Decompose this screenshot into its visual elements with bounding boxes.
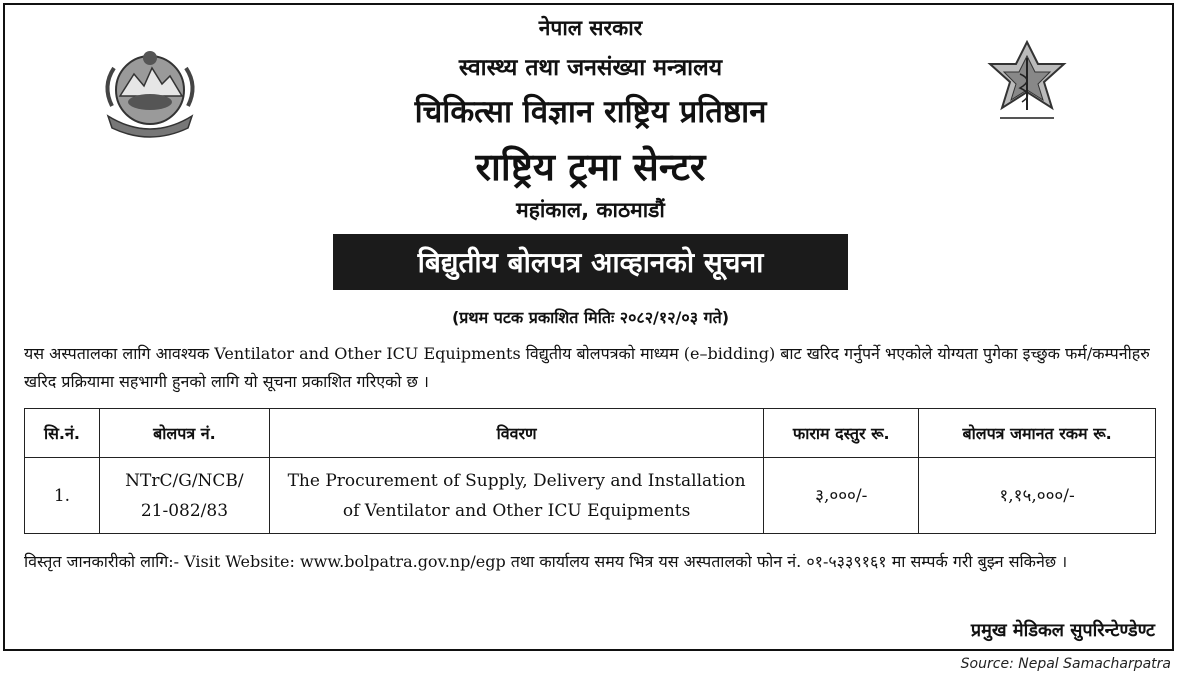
publish-date: (प्रथम पटक प्रकाशित मितिः २०८२/१२/०३ गते) xyxy=(451,308,730,327)
header-form-fee: फाराम दस्तुर रू. xyxy=(764,409,919,458)
intro-paragraph: यस अस्पतालका लागि आवश्यक Ventilator and Other ICU Equipments विद्युतीय बोलपत्रको माध्यम (e–bidding) बाट खरिद गर्नुपर्ने भएकोले योग्यता पुगेका इच्छुक फर्म/कम्पनीहरु खरिद प्रक्रियामा सहभागी हुनको लागि यो सूचना प्रकाशित गरिएको छ । xyxy=(24,344,1150,391)
header-bid-security: बोलपत्र जमानत रकम रू. xyxy=(919,409,1156,458)
signature: प्रमुख मेडिकल सुपरिन्टेण्डेण्ट xyxy=(970,620,1155,641)
cell-description xyxy=(269,458,763,534)
header-bid-no: बोलपत्र नं. xyxy=(99,409,269,458)
location: महांकाल, काठमाडौं xyxy=(516,198,665,222)
center-name: राष्ट्रिय ट्रमा सेन्टर xyxy=(475,145,706,189)
bid-no-line-1: NTrC/G/NCB/ xyxy=(125,470,244,491)
government-name: नेपाल सरकार xyxy=(538,16,643,40)
header-sn: सि.नं. xyxy=(25,409,100,458)
table-header-row xyxy=(25,409,1156,458)
bid-no-line-2: 21-082/83 xyxy=(140,500,229,521)
header-description: विवरण xyxy=(269,409,763,458)
table-row xyxy=(25,458,1156,534)
cell-sn: 1. xyxy=(25,458,100,534)
footer-paragraph: विस्तृत जानकारीको लागि:- Visit Website: www.bolpatra.gov.np/egp तथा कार्यालय समय भित्र यस अस्पतालको फोन नं. ०१-५३३९१६१ मा सम्पर्क गरी बुझ्न सकिनेछ । xyxy=(24,552,1068,571)
bid-table xyxy=(24,408,1156,534)
description-line-2: of Ventilator and Other ICU Equipments xyxy=(342,500,691,521)
cell-bid-no xyxy=(99,458,269,534)
description-line-1: The Procurement of Supply, Delivery and Installation xyxy=(287,470,746,491)
source-credit: Source: Nepal Samacharpatra xyxy=(960,656,1171,672)
cell-bid-security: १,१५,०००/- xyxy=(919,458,1156,534)
cell-form-fee: ३,०००/- xyxy=(764,458,919,534)
ministry-name: स्वास्थ्य तथा जनसंख्या मन्त्रालय xyxy=(458,55,723,81)
notice-title: बिद्युतीय बोलपत्र आव्हानको सूचना xyxy=(333,234,848,290)
academy-name: चिकित्सा विज्ञान राष्ट्रिय प्रतिष्ठान xyxy=(414,94,767,130)
